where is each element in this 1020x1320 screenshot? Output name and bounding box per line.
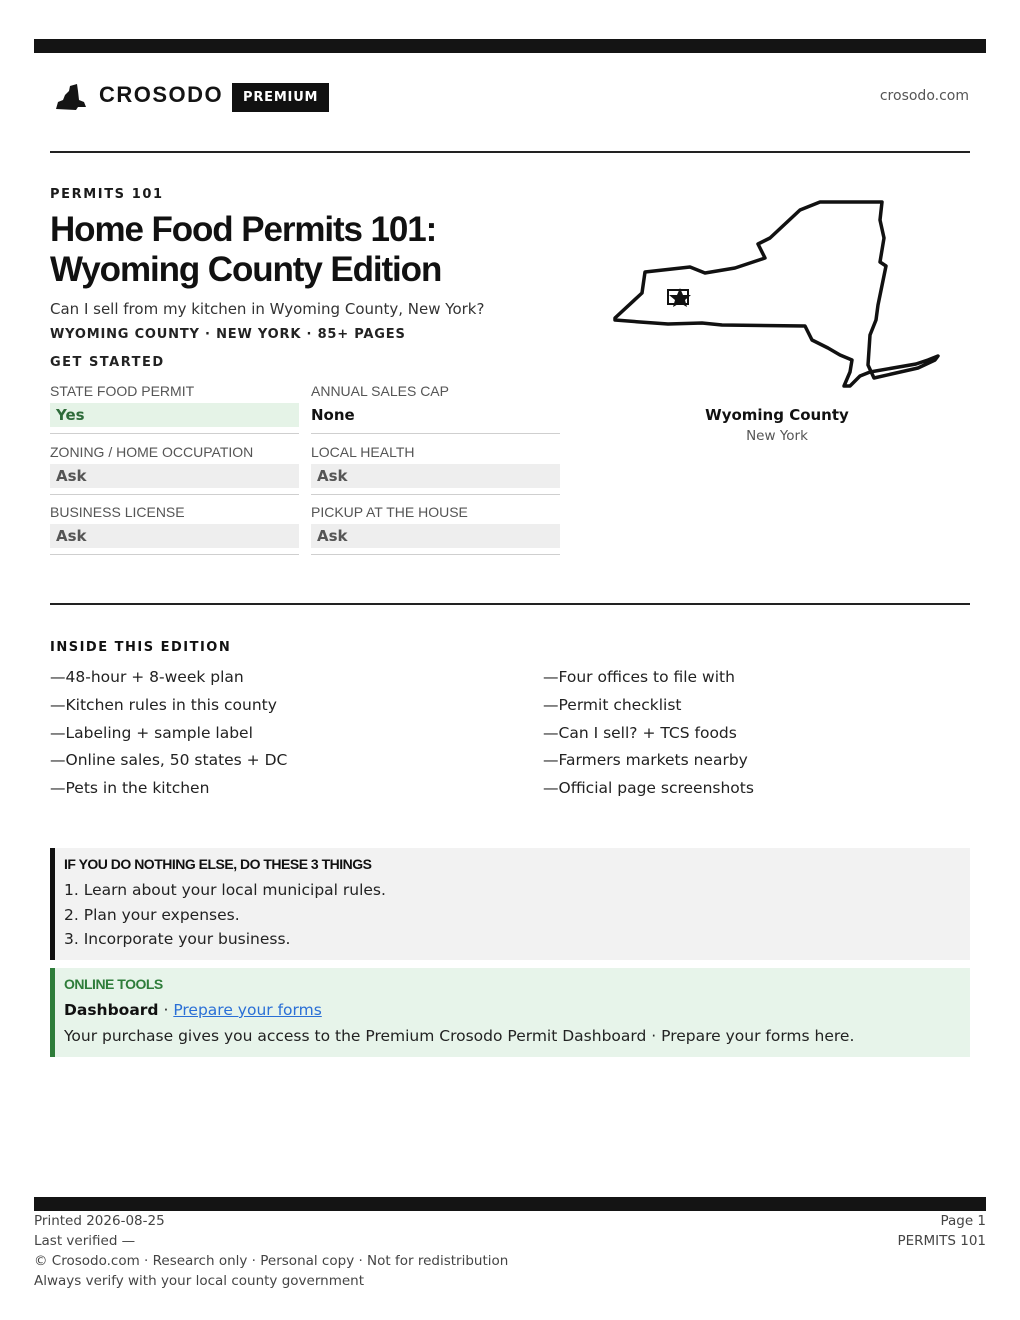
- title-line-2: Wyoming County Edition: [50, 250, 442, 289]
- fact-local-health: [311, 443, 560, 495]
- fact-business-license: [50, 503, 299, 555]
- edition-meta: WYOMING COUNTY · NEW YORK · 85+ PAGES: [50, 327, 406, 342]
- footer-left: [34, 1211, 508, 1291]
- callout-item: 2. Plan your expenses.: [64, 905, 240, 924]
- printed-date: Printed 2026-08-25: [34, 1213, 165, 1229]
- list-item: —Pets in the kitchen: [50, 779, 210, 798]
- list-item: —Labeling + sample label: [50, 723, 253, 742]
- fact-state-food-permit: [50, 382, 299, 434]
- prepare-forms-link[interactable]: Prepare your forms: [173, 1001, 322, 1019]
- callout-item: 1. Learn about your local municipal rules.: [64, 881, 386, 899]
- fact-label: ANNUAL SALES CAP: [311, 383, 449, 399]
- fact-zoning: [50, 443, 299, 495]
- footer-right: [897, 1211, 986, 1251]
- fact-annual-sales-cap: [311, 382, 560, 434]
- inside-list-right: [543, 667, 754, 806]
- last-verified: Last verified —: [34, 1233, 136, 1249]
- copyright: © Crosodo.com · Research only · Personal copy · Not for redistribution: [34, 1253, 509, 1269]
- fact-label: ZONING / HOME OCCUPATION: [50, 444, 254, 460]
- list-item: —Official page screenshots: [543, 779, 754, 798]
- inside-heading: INSIDE THIS EDITION: [50, 640, 232, 655]
- inside-list-left: [50, 667, 287, 806]
- fact-label: LOCAL HEALTH: [311, 444, 415, 460]
- list-item: —Can I sell? + TCS foods: [543, 723, 737, 742]
- new-york-outline: [615, 202, 938, 386]
- get-started-heading: GET STARTED: [50, 355, 165, 370]
- list-item: —Online sales, 50 states + DC: [50, 751, 288, 770]
- premium-badge: PREMIUM: [232, 83, 329, 112]
- section-divider: [50, 603, 970, 605]
- header-divider: [50, 151, 970, 153]
- header: [50, 80, 970, 114]
- list-item: —Four offices to file with: [543, 668, 735, 686]
- tools-title: ONLINE TOOLS: [64, 976, 163, 992]
- separator: ·: [158, 1001, 174, 1019]
- fact-value: Ask: [311, 464, 560, 488]
- fact-value: None: [311, 406, 355, 424]
- online-tools-box: [50, 968, 970, 1057]
- list-item: —48-hour + 8-week plan: [50, 668, 244, 686]
- tools-description: Your purchase gives you access to the Premium Crosodo Permit Dashboard · Prepare your forms here.: [64, 1027, 855, 1045]
- map-state-label: New York: [746, 428, 808, 444]
- fact-value: Yes: [50, 403, 299, 427]
- fact-label: PICKUP AT THE HOUSE: [311, 504, 468, 520]
- fact-value: Ask: [50, 464, 299, 488]
- subtitle: Can I sell from my kitchen in Wyoming County, New York?: [50, 300, 485, 318]
- list-item: —Kitchen rules in this county: [50, 695, 277, 714]
- dashboard-label: Dashboard: [64, 1001, 159, 1019]
- state-map: [605, 192, 950, 397]
- eyebrow: PERMITS 101: [50, 187, 164, 202]
- page-title: [50, 210, 570, 290]
- list-item: —Farmers markets nearby: [543, 751, 748, 770]
- map-county-label: Wyoming County: [705, 406, 849, 424]
- new-york-logo-icon: [54, 83, 88, 111]
- fact-label: STATE FOOD PERMIT: [50, 383, 195, 399]
- bottom-bar: [34, 1197, 986, 1211]
- callout-item: 3. Incorporate your business.: [64, 930, 291, 948]
- top-bar: [34, 39, 986, 53]
- disclaimer: Always verify with your local county government: [34, 1273, 364, 1289]
- list-item: —Permit checklist: [543, 695, 682, 714]
- title-line-1: Home Food Permits 101:: [50, 210, 437, 249]
- callout-list: [64, 880, 386, 954]
- footer-section: PERMITS 101: [897, 1233, 986, 1249]
- fact-value: Ask: [50, 524, 299, 548]
- tools-links: [64, 1001, 322, 1019]
- page-number: Page 1: [940, 1213, 986, 1229]
- site-url[interactable]: crosodo.com: [879, 88, 969, 104]
- fact-label: BUSINESS LICENSE: [50, 504, 185, 520]
- fact-pickup: [311, 503, 560, 555]
- brand-name: CROSODO: [99, 82, 224, 107]
- callout-title: IF YOU DO NOTHING ELSE, DO THESE 3 THINGS: [64, 856, 372, 872]
- priority-callout: [50, 848, 970, 960]
- fact-value: Ask: [311, 524, 560, 548]
